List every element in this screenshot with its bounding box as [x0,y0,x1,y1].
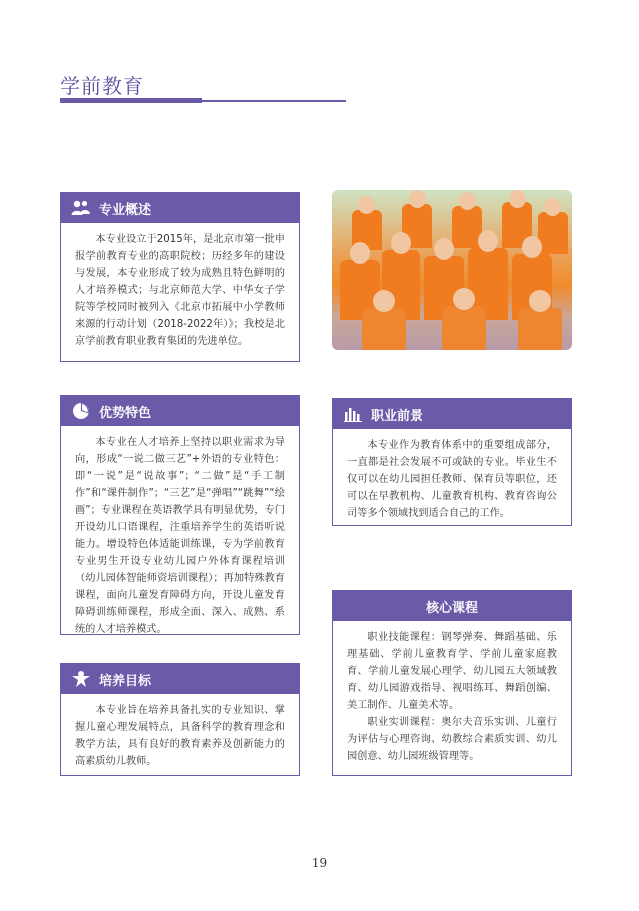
courses-header [333,591,571,621]
goals-card [60,663,300,776]
advantages-card [60,395,300,635]
courses-heading: 核心课程 [425,600,478,616]
overview-heading: 专业概述 [99,202,152,218]
person-icon [71,669,91,689]
title-rule-accent [60,98,202,103]
bar-chart-icon [343,404,363,424]
career-heading: 职业前景 [371,408,424,424]
overview-card [60,192,300,362]
page-number: 19 [311,856,328,870]
career-card [332,398,572,526]
courses-card [332,590,572,776]
overview-paragraph: 本专业设立于2015年，是北京市第一批申报学前教育专业的高职院校；历经多年的建设与发展，本专业形成了较为成熟且特色鲜明的人才培养模式；与北京师范大学、中华女子学院等学校同时被列入《北京市拓展中小学教师来源的行动计划（2018-2022年）》；我校是北京学前教育职业教育集团的先进单位。 [75,234,285,347]
goals-paragraph: 本专业旨在培养具备扎实的专业知识、掌握儿童心理发展特点，具备科学的教育理念和教学方法，具有良好的教育素养及创新能力的高素质幼儿教师。 [75,705,285,767]
goals-body [61,694,299,778]
people-icon [71,198,91,218]
pie-chart-icon [71,401,91,421]
goals-header [61,664,299,694]
overview-body [61,223,299,358]
courses-paragraph-skills: 职业技能课程：钢琴弹奏、舞蹈基础、乐理基础、学前儿童教育学、学前儿童家庭教育、学前儿童发展心理学、幼儿园五大领域教育、幼儿园游戏指导、视唱练耳、舞蹈创编、美工制作、儿童美术等。 [347,632,557,711]
page-title: 学前教育 [60,74,144,98]
courses-body [333,621,571,773]
courses-paragraph-practice: 职业实训课程：奥尔夫音乐实训、儿童行为评估与心理咨询、幼教综合素质实训、幼儿园创意、幼儿园班级管理等。 [347,717,557,762]
students-photo [332,190,572,350]
overview-header [61,193,299,223]
career-body [333,429,571,530]
career-paragraph: 本专业作为教育体系中的重要组成部分，一直都是社会发展不可或缺的专业。毕业生不仅可以在幼儿园担任教师、保育员等职位，还可以在早教机构、儿童教育机构、教育咨询公司等多个领域找到适合自己的工作。 [347,440,557,519]
advantages-header [61,396,299,426]
advantages-body [61,426,299,646]
advantages-paragraph: 本专业在人才培养上坚持以职业需求为导向，形成“一说二做三艺”+外语的专业特色：即“一说”是“说故事”；“二做”是“手工制作”和“课件制作”；“三艺”是“弹唱”“跳舞”“绘画”；专业课程在英语教学具有明显优势，专门开设幼儿口语课程，注重培养学生的英语听说能力。增设特色体适能训练课，专为学前教育专业男生开设专业幼儿园户外体育课程培训（幼儿园体智能师资培训课程）；再加特殊教育课程，面向儿童发育障碍方向，开设儿童发育障碍训练师课程，形成全面、深入、成熟、系统的人才培养模式。 [75,437,285,635]
advantages-heading: 优势特色 [99,405,152,421]
career-header [333,399,571,429]
goals-heading: 培养目标 [99,673,152,689]
